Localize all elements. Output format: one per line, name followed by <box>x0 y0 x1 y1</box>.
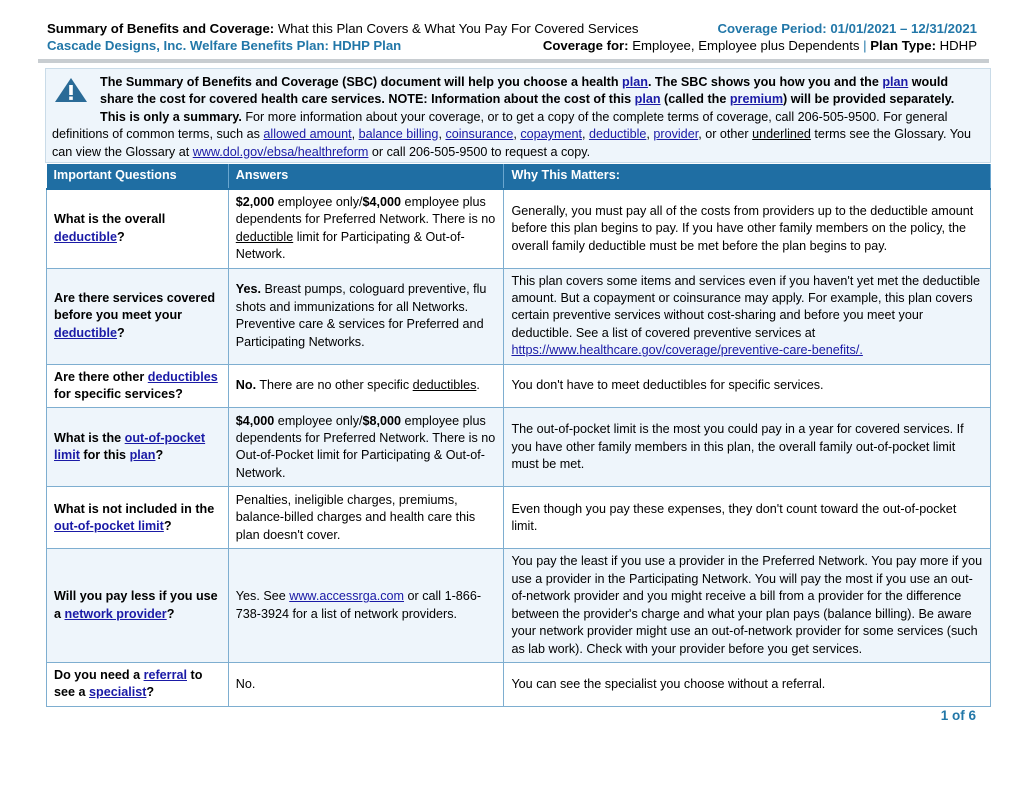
link-referral[interactable]: referral <box>143 667 187 682</box>
table-row <box>47 189 991 268</box>
answer-cell <box>228 408 504 487</box>
answer-text: employee only/ <box>274 413 363 428</box>
answer-cell <box>228 189 504 268</box>
answer-text: employee plus dependents for Preferred Network. There is no Out-of-Pocket limit for Participating & Out-of-Network. <box>235 413 496 480</box>
notice-text: The Summary of Benefits and Coverage (SBC) document will help you choose a health plan. The SBC shows you how you and the plan would share the cost for covered health care services. NOTE: Information about the cost of this plan (called the premium) will be provided separately. This is only a summary. For more information about your coverage, or to get a copy of the complete terms of coverage, call 206-505-9500. For general definitions of common terms, such as allowed amount, balance billing, coinsurance, copayment, deductible, provider, or other underlined terms see the Glossary. You can view the Glossary at www.dol.gov/ebsa/healthreform or call 206-505-9500 to request a copy. <box>52 74 984 161</box>
answer-text: employee only/ <box>274 195 363 209</box>
document-header <box>47 20 977 56</box>
question-text: What is the overall <box>54 212 166 227</box>
why-cell: Even though you pay these expenses, they don't count toward the out-of-pocket limit. <box>504 487 991 549</box>
question-text: ? <box>166 606 175 621</box>
page-number: 1 of 6 <box>940 708 976 723</box>
question-text: to see a <box>54 667 203 700</box>
notice-line: ) will be provided separately. <box>783 92 955 107</box>
title-bold: Summary of Benefits and Coverage: <box>47 21 275 36</box>
answer-text: limit for Participating & Out-of-Network. <box>235 229 465 262</box>
notice-line: or call 206-505-9500 to request a copy. <box>368 144 591 159</box>
answer-bold: $4,000 <box>235 413 275 428</box>
plan-type-label: Plan Type: <box>870 38 936 53</box>
notice-line: . The SBC shows you how you and the <box>647 75 883 89</box>
notice-box <box>45 68 991 163</box>
link-accessrga[interactable]: www.accessrga.com <box>289 589 405 604</box>
notice-line: terms see the Glossary. You can view the Glossary at <box>52 127 972 159</box>
table-header-row <box>47 164 991 189</box>
table-row <box>47 268 991 364</box>
why-cell: Generally, you must pay all of the costs from providers up to the deductible amount before this plan begins to pay. If you have other family members on the policy, the overall family deductible must be met before the plan begins to pay. <box>504 189 991 268</box>
table-row <box>47 549 991 662</box>
question-cell <box>47 408 229 487</box>
underlined-word: underlined <box>752 127 811 142</box>
header-divider <box>38 59 989 63</box>
link-deductible[interactable]: deductible <box>54 325 117 340</box>
question-text: ? <box>146 685 155 700</box>
answer-cell: Penalties, ineligible charges, premiums, balance-billed charges and health care this plan doesn't cover. <box>228 487 504 549</box>
why-cell: You can see the specialist you choose without a referral. <box>504 662 991 706</box>
answer-text: employee plus dependents for Preferred Network. There is no <box>235 195 496 227</box>
header-important-questions: Important Questions <box>47 164 229 189</box>
link-provider[interactable]: provider <box>653 127 699 142</box>
question-text: ? <box>116 229 125 244</box>
question-text: What is not included in the <box>54 501 215 516</box>
link-preventive-care[interactable]: https://www.healthcare.gov/coverage/preventive-care-benefits/. <box>511 343 863 358</box>
question-text: ? <box>116 325 125 340</box>
question-text: ? <box>155 448 164 463</box>
notice-intro <box>52 74 984 109</box>
question-text: Are there other <box>54 369 148 384</box>
link-out-of-pocket-limit[interactable]: out-of-pocket limit <box>54 518 164 533</box>
question-cell <box>47 268 229 364</box>
link-glossary[interactable]: www.dol.gov/ebsa/healthreform <box>192 144 369 159</box>
link-plan[interactable]: plan <box>634 92 661 107</box>
summary-rest: For more information about your coverage, or to get a copy of the complete terms of coverage, call 206-505-9500. For general definitions of common terms, such as <box>52 109 948 142</box>
coverage-for-value: Employee, Employee plus Dependents <box>628 38 864 53</box>
question-text: ? <box>163 518 172 533</box>
notice-line: would share the cost for covered health care services. NOTE: Information about the cost of this <box>100 75 949 107</box>
summary-bold: This is only a summary. <box>100 109 242 124</box>
link-specialist[interactable]: specialist <box>89 685 147 700</box>
why-cell: You pay the least if you use a provider in the Preferred Network. You pay more if you use a provider in the Participating Network. You will pay the most if you use an out-of-network provider and you might receive a bill from a provider for the difference between the provider's charge and what your plan pays (balance billing). Be aware your network provider might use an out-of-network provider for some services (such as lab work). Check with your provider before you get services. <box>504 549 991 662</box>
coverage-period: Coverage Period: 01/01/2021 – 12/31/2021 <box>717 21 977 36</box>
answer-cell: No. <box>228 662 504 706</box>
answer-bold: $8,000 <box>362 413 402 428</box>
link-coinsurance[interactable]: coinsurance <box>445 127 514 142</box>
why-cell: You don't have to meet deductibles for specific services. <box>504 364 991 408</box>
answer-cell <box>228 268 504 364</box>
why-cell <box>504 268 991 364</box>
coverage-info <box>543 37 977 54</box>
notice-line: The Summary of Benefits and Coverage (SBC) document will help you choose a health <box>100 75 623 89</box>
question-cell <box>47 189 229 268</box>
question-cell <box>47 364 229 408</box>
answer-bold: $4,000 <box>362 195 402 209</box>
question-text: What is the <box>54 431 125 446</box>
link-network-provider[interactable]: network provider <box>64 606 167 621</box>
link-deductibles[interactable]: deductibles <box>147 369 218 384</box>
question-cell <box>47 487 229 549</box>
link-plan[interactable]: plan <box>129 448 156 463</box>
answer-text: There are no other specific <box>256 378 413 393</box>
plan-type-value: HDHP <box>935 38 977 53</box>
answer-cell <box>228 549 504 662</box>
answer-cell <box>228 364 504 408</box>
answer-text: . <box>476 378 480 393</box>
link-copayment[interactable]: copayment <box>520 127 582 142</box>
why-cell: The out-of-pocket limit is the most you could pay in a year for covered services. If you have other family members in this plan, the overall family out-of-pocket limit must be met. <box>504 408 991 487</box>
link-balance-billing[interactable]: balance billing <box>358 127 439 142</box>
table-row <box>47 364 991 408</box>
header-why-this-matters: Why This Matters: <box>504 164 991 189</box>
link-deductible[interactable]: deductible <box>588 127 647 142</box>
answer-bold: $2,000 <box>235 195 275 209</box>
table-row <box>47 487 991 549</box>
separator: | <box>863 38 871 53</box>
document-title <box>47 20 638 37</box>
answer-term: deductible <box>235 229 294 244</box>
why-text: This plan covers some items and services even if you haven't yet met the deductible amount. But a copayment or coinsurance may apply. For example, this plan covers certain preventive services without cost-sharing and before you meet your deductible. See a list of covered preventive services at <box>511 273 981 340</box>
plan-name: Cascade Designs, Inc. Welfare Benefits Plan: HDHP Plan <box>47 38 402 53</box>
question-text: Do you need a <box>54 667 144 682</box>
link-plan[interactable]: plan <box>882 75 909 89</box>
answer-text: Yes. See <box>235 589 290 604</box>
question-text: for this <box>79 448 130 463</box>
answer-term: deductibles <box>412 378 477 393</box>
link-plan[interactable]: plan <box>622 75 648 89</box>
question-cell <box>47 662 229 706</box>
answer-text: or call 1-866-738-3924 for a list of network providers. <box>235 589 482 621</box>
link-out-of-pocket-limit[interactable]: out-of-pocket limit <box>54 431 206 463</box>
link-deductible[interactable]: deductible <box>54 229 117 244</box>
link-allowed-amount[interactable]: allowed amount <box>263 127 352 142</box>
link-premium[interactable]: premium <box>729 92 784 107</box>
table-row <box>47 408 991 487</box>
header-answers: Answers <box>228 164 504 189</box>
answer-bold: No. <box>235 378 257 393</box>
notice-line: (called the <box>660 92 730 107</box>
question-text: Will you pay less if you use a <box>54 589 218 621</box>
answer-bold: Yes. <box>235 282 261 297</box>
coverage-for-label: Coverage for: <box>542 38 629 53</box>
notice-line: , or other <box>698 127 753 142</box>
question-text: for specific services? <box>54 387 183 402</box>
question-text: Are there services covered before you meet your <box>54 291 216 323</box>
sbc-table <box>46 164 991 707</box>
table-row <box>47 662 991 706</box>
question-cell <box>47 549 229 662</box>
title-rest: What this Plan Covers & What You Pay For Covered Services <box>274 21 639 36</box>
answer-text: Breast pumps, cologuard preventive, flu shots and immunizations for all Networks. Preventive care & services for Preferred and Participating Networks. <box>235 282 487 349</box>
